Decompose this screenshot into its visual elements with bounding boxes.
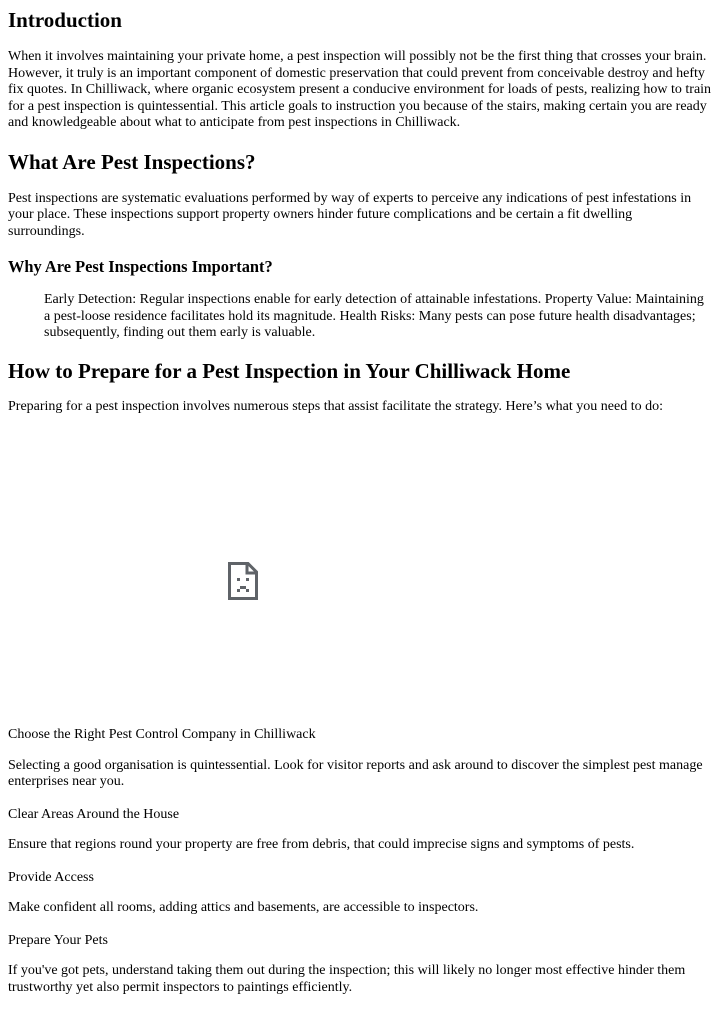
step-description: If you've got pets, understand taking them out during the inspection; this will likely no longer most effective hinder them trustworthy yet also permit inspectors to paintings efficiently. [8,963,686,995]
step-description: Selecting a good organisation is quintessential. Look for visitor reports and ask around to discover the simplest pest manage enterprises near you. [8,757,703,789]
intro-paragraph: When it involves maintaining your private home, a pest inspection will possibly not be the first thing that crosses your brain. However, it truly is an important component of domestic preservation that could prevent from conceivable destroy and hefty fix quotes. In Chilliwack, where organic ecosystem present a conducive environment for loads of pests, realizing how to train for a pest inspection is quintessential. This article goals to instruction you because of the stairs, making certain you are ready and knowledgeable about what to anticipate from pest inspections in Chilliwack. [8,49,712,130]
step-description: Ensure that regions round your property are free from debris, that could imprecise signs and symptoms of pests. [8,837,635,852]
step-title: Prepare Your Pets [8,932,108,948]
what-paragraph: Pest inspections are systematic evaluations performed by way of experts to perceive any indications of pest infestations in your place. These inspections support property owners hinder future complications and be certain a fit dwelling surroundings. [8,190,692,239]
intro-heading: Introduction [8,8,122,32]
step-description: Make confident all rooms, adding attics and basements, are accessible to inspectors. [8,900,479,915]
broken-image-icon [228,562,258,600]
how-paragraph: Preparing for a pest inspection involves numerous steps that assist facilitate the strategy. Here’s what you need to do: [8,398,663,414]
why-heading: Why Are Pest Inspections Important? [8,257,273,276]
why-blockquote: Early Detection: Regular inspections enable for early detection of attainable infestations. Property Value: Maintaining a pest-loose residence facilitates hold its magnitude. Health Risks: Many pests can pose future health disadvantages; subsequently, finding out them early is valuable. [44,292,704,340]
what-heading: What Are Pest Inspections? [8,149,256,174]
article-image [8,420,712,726]
how-heading: How to Prepare for a Pest Inspection in Your Chilliwack Home [8,358,571,383]
step-title: Clear Areas Around the House [8,806,180,822]
step-title: Provide Access [8,869,94,885]
step-title: Choose the Right Pest Control Company in Chilliwack [8,727,316,742]
